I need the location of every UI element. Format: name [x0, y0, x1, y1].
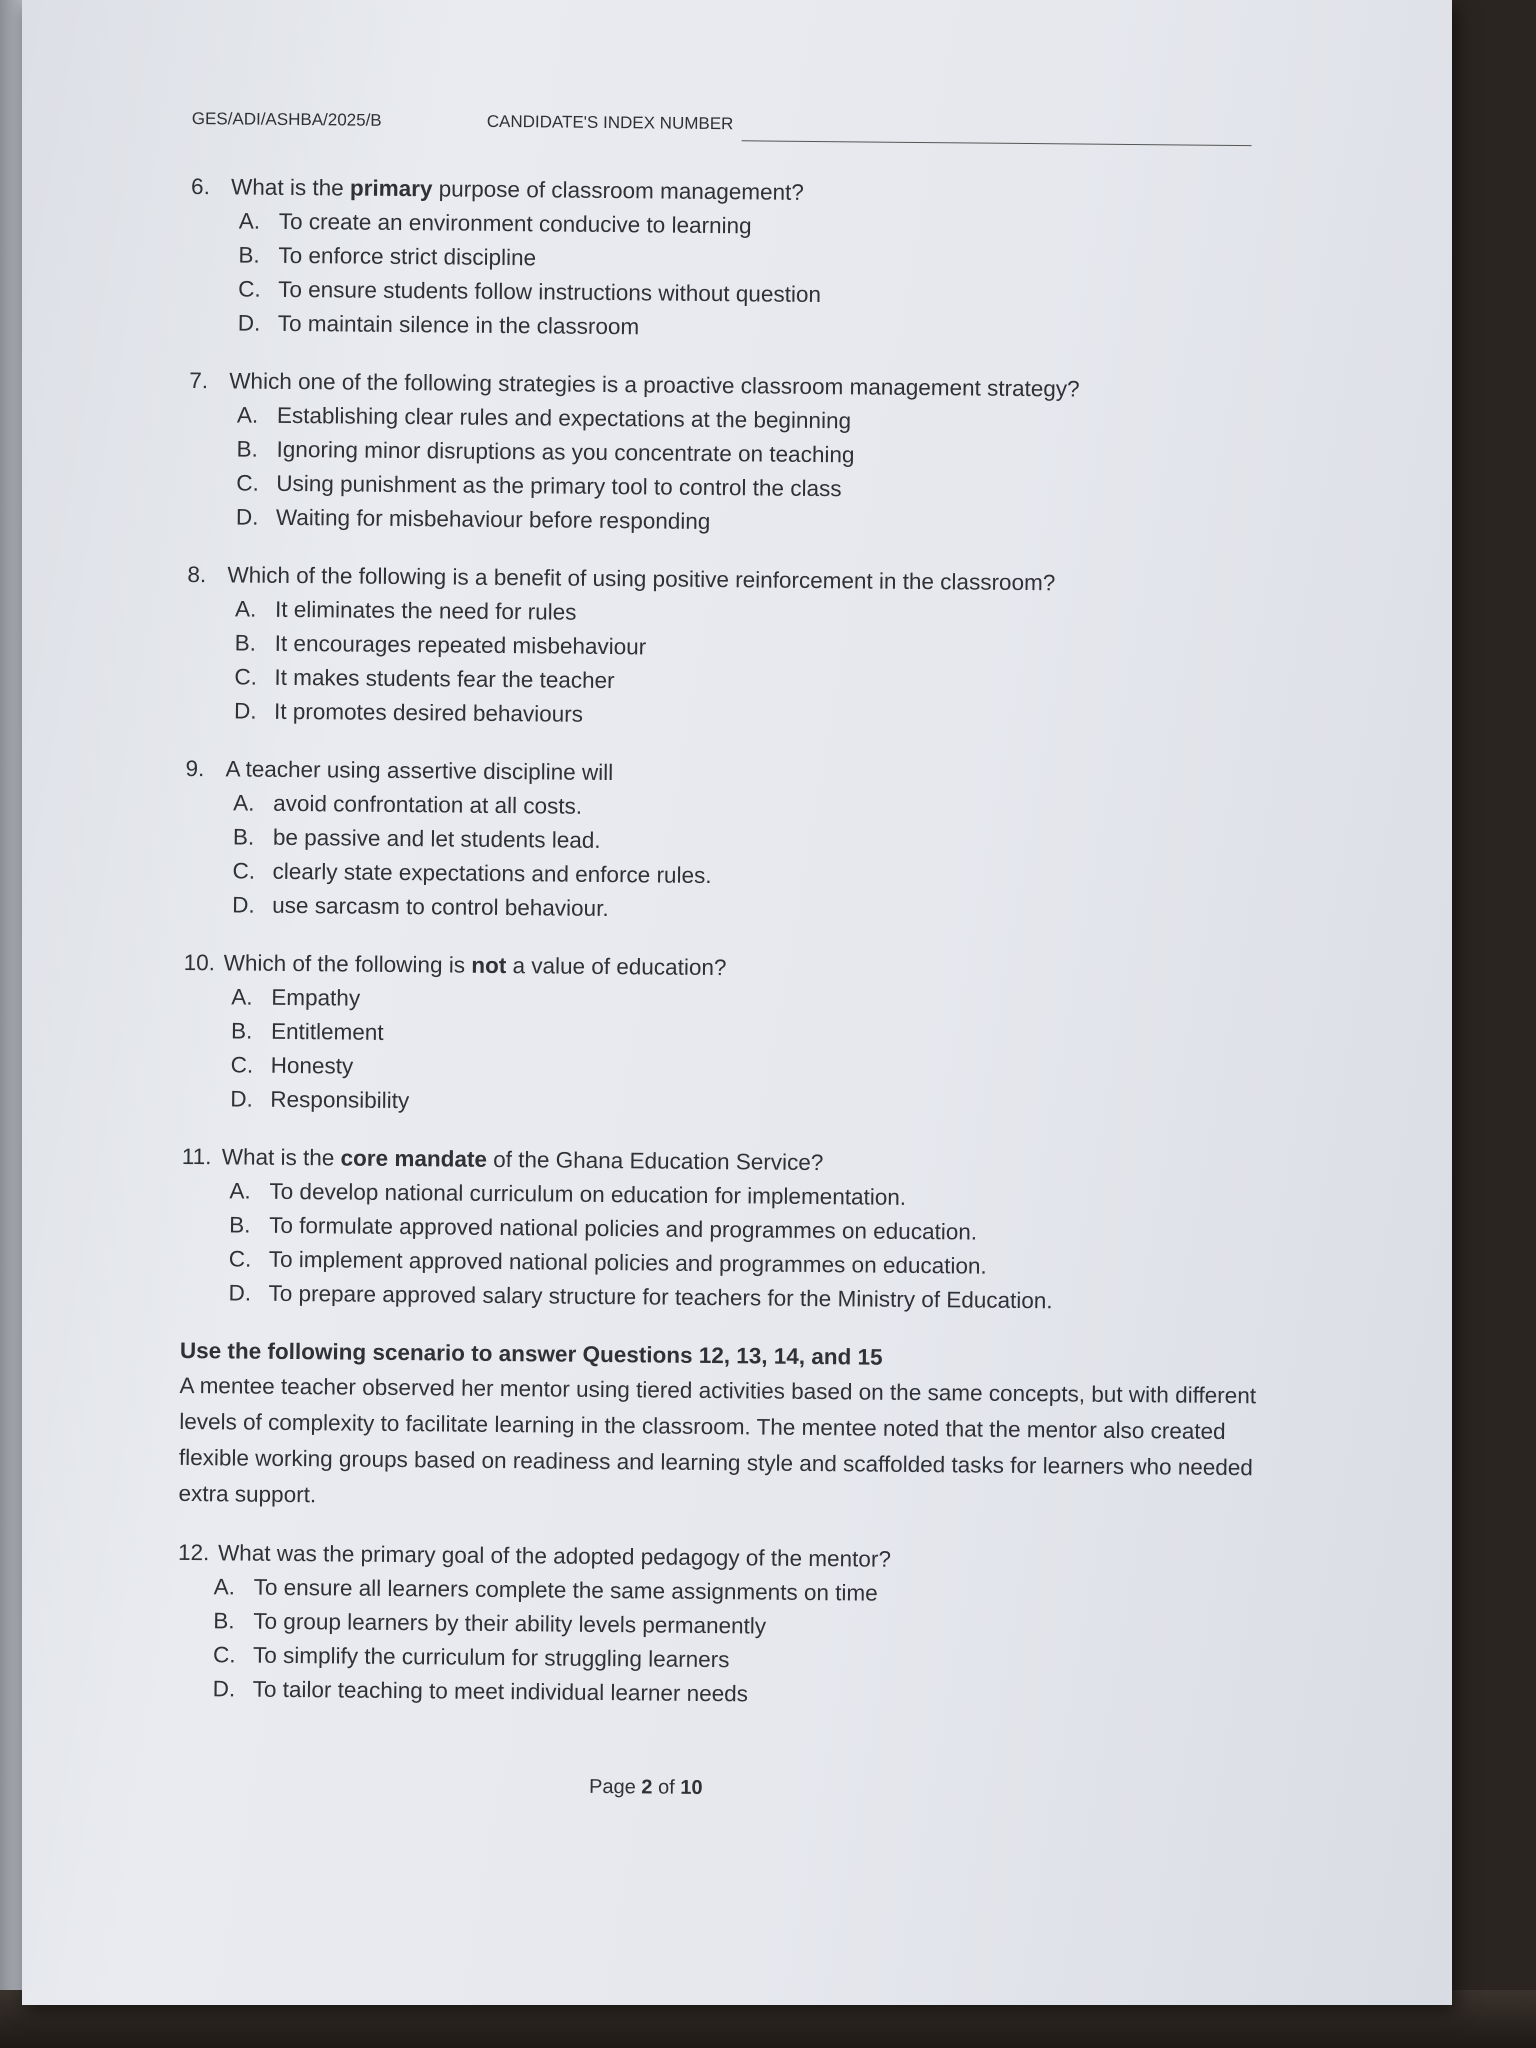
option-a: A. avoid confrontation at all costs.: [233, 790, 583, 819]
question-number: 10.: [183, 949, 216, 976]
question-8: [186, 558, 1288, 739]
option-a: A. It eliminates the need for rules: [234, 596, 577, 625]
option-d: D. It promotes desired behaviours: [233, 698, 584, 727]
option-b: B. be passive and let students lead.: [232, 824, 601, 853]
option-list: [230, 980, 1283, 1126]
option-list: [236, 398, 1289, 544]
option-list: [238, 204, 1291, 350]
question-text: A teacher using assertive discipline will: [225, 756, 614, 786]
question-9: [184, 752, 1286, 933]
index-number-label: CANDIDATE'S INDEX NUMBER: [486, 111, 734, 134]
question-6: [190, 170, 1292, 351]
option-d: D. Responsibility: [230, 1086, 410, 1114]
option-list: [213, 1570, 1278, 1716]
question-11: [180, 1140, 1282, 1321]
option-d: D. use sarcasm to control behaviour.: [232, 892, 609, 922]
question-number: 8.: [187, 561, 207, 588]
question-10: [182, 946, 1284, 1127]
option-a: A. To ensure all learners complete the same assignments on time: [213, 1574, 878, 1606]
scenario-text: A mentee teacher observed her mentor using tiered activities based on the same concepts, but with different levels of complexity to facilitate learning in the classroom. The mentee noted that the mentor also created flexible working groups based on readiness and learning style and scaffolded tasks for learners who needed extra support.: [178, 1372, 1257, 1508]
option-a: A. Establishing clear rules and expectations at the beginning: [236, 402, 852, 434]
option-a: A. To develop national curriculum on education for implementation.: [229, 1178, 907, 1210]
question-text: What was the primary goal of the adopted pedagogy of the mentor?: [217, 1540, 892, 1572]
option-b: B. It encourages repeated misbehaviour: [234, 630, 647, 660]
option-b: B. To enforce strict discipline: [238, 242, 537, 271]
question-number: 11.: [181, 1143, 212, 1170]
option-c: C. To ensure students follow instructions without question: [238, 276, 822, 308]
scenario-title: Use the following scenario to answer Questions 12, 13, 14, and 15: [179, 1337, 883, 1370]
question-list: [180, 170, 1291, 1321]
option-a: A. Empathy: [231, 984, 361, 1011]
question-7: [188, 364, 1290, 545]
option-list: [234, 592, 1287, 738]
page-header: [192, 96, 1292, 147]
option-list: [232, 786, 1285, 932]
option-b: B. Entitlement: [230, 1018, 384, 1045]
question-number: 6.: [191, 173, 211, 200]
option-b: B. Ignoring minor disruptions as you concentrate on teaching: [236, 436, 855, 468]
option-d: D. To prepare approved salary structure for teachers for the Ministry of Education.: [228, 1280, 1053, 1314]
option-c: C. clearly state expectations and enforce rules.: [232, 858, 712, 889]
question-number: 12.: [177, 1539, 210, 1566]
option-list: [228, 1174, 1281, 1320]
sheet-content: [176, 96, 1292, 1810]
option-d: D. Waiting for misbehaviour before responding: [235, 504, 711, 534]
question-text: What is the primary purpose of classroom management?: [231, 174, 805, 205]
option-c: C. To implement approved national policies and programmes on education.: [228, 1246, 987, 1279]
option-c: C. It makes students fear the teacher: [234, 664, 615, 694]
option-d: D. To tailor teaching to meet individual learner needs: [212, 1676, 749, 1707]
exam-code: GES/ADI/ASHBA/2025/B: [191, 108, 382, 130]
exam-sheet: [22, 0, 1452, 2005]
question-text: Which of the following is a benefit of using positive reinforcement in the classroom?: [227, 562, 1056, 596]
option-a: A. To create an environment conducive to learning: [238, 208, 752, 239]
question-text: Which of the following is not a value of education?: [223, 950, 727, 981]
option-b: B. To formulate approved national policies and programmes on education.: [229, 1212, 978, 1245]
page-number: Page 2 of 10: [588, 1775, 703, 1799]
option-c: C. Honesty: [230, 1052, 354, 1079]
option-c: C. To simplify the curriculum for struggling learners: [212, 1642, 730, 1673]
question-12: [177, 1536, 1279, 1717]
option-b: B. To group learners by their ability levels permanently: [213, 1608, 767, 1639]
option-c: C. Using punishment as the primary tool to control the class: [236, 470, 842, 502]
option-d: D. To maintain silence in the classroom: [237, 310, 640, 340]
question-text: What is the core mandate of the Ghana Education Service?: [221, 1144, 824, 1176]
question-number: 7.: [189, 367, 209, 394]
index-number-blank: [741, 118, 1252, 146]
question-number: 9.: [185, 755, 205, 782]
question-text: Which one of the following strategies is a proactive classroom management strategy?: [229, 368, 1080, 402]
